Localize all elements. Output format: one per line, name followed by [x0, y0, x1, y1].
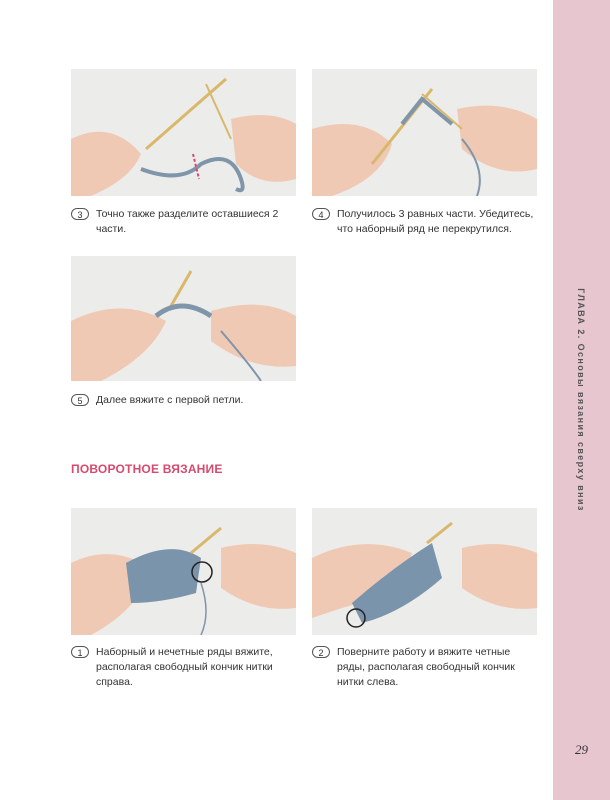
photo-step-3 [71, 69, 296, 196]
step-5-caption [71, 393, 299, 408]
step-text: Поверните работу и вяжите четные ряды, располагая свободный кончик нитки слева. [337, 646, 515, 688]
step-number-badge: 1 [71, 646, 89, 658]
step-number-badge: 2 [312, 646, 330, 658]
photo-section-step-2 [312, 508, 537, 635]
step-text: Точно также разделите оставшиеся 2 части. [96, 208, 279, 235]
photo-step-5 [71, 256, 296, 381]
photo-step-4 [312, 69, 537, 196]
step-text: Далее вяжите с первой петли. [96, 394, 244, 406]
section-step-2-caption [312, 645, 534, 690]
step-number-badge: 3 [71, 208, 89, 220]
step-text: Получилось 3 равных части. Убедитесь, что наборный ряд не перекрутился. [337, 208, 534, 235]
step-number-badge: 4 [312, 208, 330, 220]
step-4-caption [312, 207, 542, 237]
step-number-badge: 5 [71, 394, 89, 406]
section-step-1-caption [71, 645, 299, 690]
chapter-label-text: ГЛАВА 2. Основы вязания сверху вниз [576, 288, 586, 512]
photo-section-step-1 [71, 508, 296, 635]
step-text: Наборный и нечетные ряды вяжите, располагая свободный кончик нитки справа. [96, 646, 273, 688]
step-3-caption [71, 207, 299, 237]
page-number: 29 [575, 742, 588, 757]
section-title: ПОВОРОТНОЕ ВЯЗАНИЕ [71, 462, 223, 476]
